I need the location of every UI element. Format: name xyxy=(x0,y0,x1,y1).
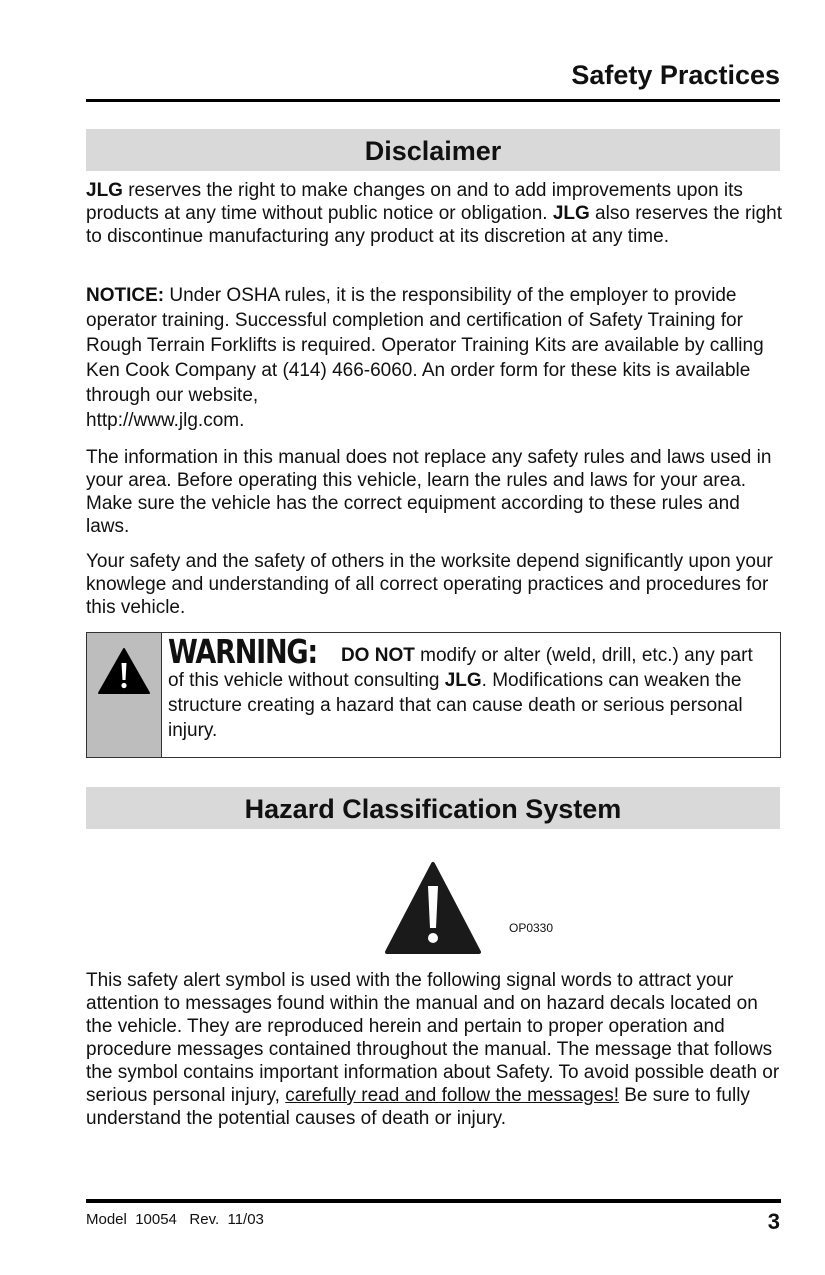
disclaimer-paragraph-4: Your safety and the safety of others in the worksite depend significantly upon your knowlege and understanding of all correct operating practices and procedures for this vehicle. xyxy=(86,551,773,618)
page-title: Safety Practices xyxy=(571,60,780,90)
brand-name: JLG xyxy=(86,180,123,201)
website-url: http://www.jlg.com. xyxy=(86,410,245,431)
hazard-heading: Hazard Classification System xyxy=(86,787,780,829)
underlined-instruction: carefully read and follow the messages! xyxy=(285,1085,619,1106)
disclaimer-heading: Disclaimer xyxy=(86,129,780,171)
warning-triangle-icon xyxy=(97,647,151,695)
hazard-paragraph: This safety alert symbol is used with the following signal words to attract your attention to messages found within the manual and on hazard decals located on the vehicle. They are reproduced herein and pertain to proper operation and procedure messages contained throughout the manual. The message that follows the symbol contains important information about Safety. To avoid possible death or serious personal injury, carefully read and follow the messages! Be sure to fully understand the potential causes of death or injury. xyxy=(86,970,780,1129)
brand-name: JLG xyxy=(444,670,482,691)
warning-side-panel xyxy=(87,633,162,757)
disclaimer-paragraph-3: The information in this manual does not replace any safety rules and laws used in your area. Before operating this vehicle, learn the rules and laws for your area. Make sure the vehicle has the correct equipment according to these rules and laws. xyxy=(86,447,772,537)
notice-paragraph: NOTICE: Under OSHA rules, it is the responsibility of the employer to provide operator training. Successful completion and certification of Safety Training for Rough Terrain Forklifts is required. Operator Training Kits are available by calling Ken Cook Company at (414) 466-6060. An order form for these kits is available through our website, http://www.jlg.com. xyxy=(86,285,764,431)
figure-code: OP0330 xyxy=(509,921,554,935)
warning-box xyxy=(86,632,781,758)
warning-signal-word: WARNING: xyxy=(168,632,317,671)
brand-name: JLG xyxy=(552,203,590,224)
footer-model-revision: Model 10054 Rev. 11/03 xyxy=(86,1211,264,1228)
disclaimer-paragraph-1: JLG reserves the right to make changes on and to add improvements upon its products at any time without public notice or obligation. JLG also reserves the right to discontinue manufacturing any product at its discretion at any time. xyxy=(86,180,782,247)
page-number: 3 xyxy=(767,1209,780,1234)
warning-text: WARNING: DO NOT modify or alter (weld, drill, etc.) any part of this vehicle without consulting JLG. Modifications can weaken the structure creating a hazard that can cause death or serious personal injury. xyxy=(168,632,753,741)
safety-alert-symbol-icon xyxy=(384,860,482,956)
notice-label: NOTICE: xyxy=(86,285,165,306)
warning-emphasis: DO NOT xyxy=(340,645,415,666)
page-header xyxy=(86,58,780,102)
footer-rule xyxy=(86,1199,781,1203)
